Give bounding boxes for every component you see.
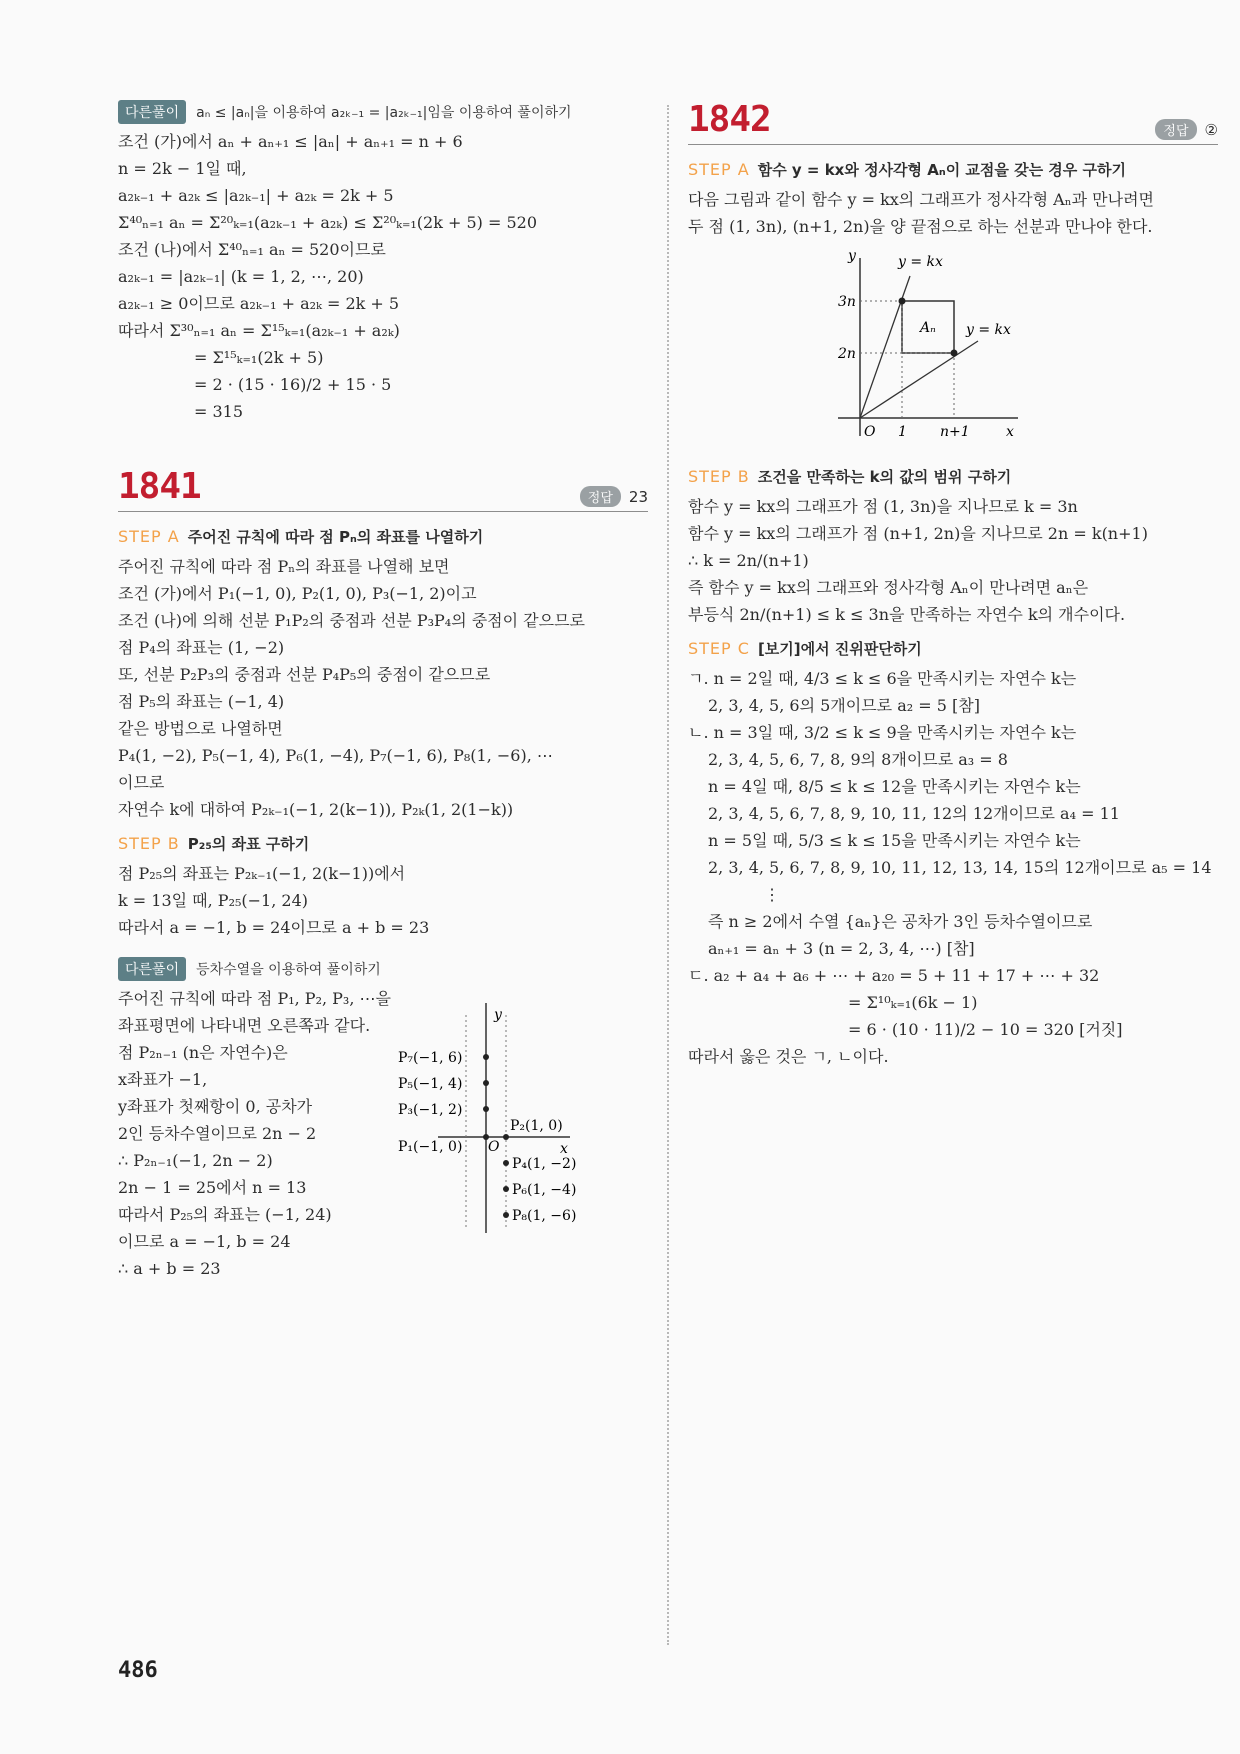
math-line: 점 P₄의 좌표는 (1, −2) bbox=[118, 638, 285, 657]
origin-label: O bbox=[488, 1139, 500, 1155]
label-p8: P₈(1, −6) bbox=[512, 1208, 577, 1224]
point-p7 bbox=[483, 1054, 489, 1060]
math-line: 이므로 a = −1, b = 24 bbox=[118, 1232, 291, 1251]
math-line: 이므로 bbox=[118, 773, 165, 792]
answer-badge: 정답 bbox=[580, 486, 621, 507]
square-line-graph bbox=[688, 246, 1218, 446]
math-line: 따라서 P₂₅의 좌표는 (−1, 24) bbox=[118, 1205, 332, 1224]
math-line: aₙ₊₁ = aₙ + 3 (n = 2, 3, 4, ⋯) [참] bbox=[708, 939, 975, 958]
problem-1842 bbox=[688, 100, 1218, 1070]
math-line: n = 2k − 1일 때, bbox=[118, 159, 247, 178]
math-line: ㄴ. n = 3일 때, 3/2 ≤ k ≤ 9을 만족시키는 자연수 k는 bbox=[688, 723, 1077, 742]
right-column bbox=[688, 100, 1218, 1070]
left-column bbox=[118, 100, 648, 1282]
math-line: 조건 (나)에서 Σ⁴⁰ₙ₌₁ aₙ = 520이므로 bbox=[118, 240, 386, 259]
math-line: 함수 y = kx의 그래프가 점 (n+1, 2n)을 지나므로 2n = k(n+1) bbox=[688, 524, 1148, 543]
math-line: ㄱ. n = 2일 때, 4/3 ≤ k ≤ 6을 만족시키는 자연수 k는 bbox=[688, 669, 1077, 688]
math-line: = 2 · (15 · 16)/2 + 15 · 5 bbox=[194, 375, 392, 394]
math-line: 2인 등차수열이므로 2n − 2 bbox=[118, 1124, 317, 1143]
math-line: a₂ₖ₋₁ = |a₂ₖ₋₁| (k = 1, 2, ⋯, 20) bbox=[118, 267, 364, 286]
x-tick-1: 1 bbox=[898, 424, 907, 440]
math-line: 즉 함수 y = kx의 그래프와 정사각형 Aₙ이 만나려면 aₙ은 bbox=[688, 578, 1089, 597]
math-line: 다음 그림과 같이 함수 y = kx의 그래프가 정사각형 Aₙ과 만나려면 bbox=[688, 190, 1154, 209]
math-line: 2, 3, 4, 5, 6, 7, 8, 9의 8개이므로 a₃ = 8 bbox=[708, 750, 1008, 769]
math-line: 조건 (가)에서 aₙ + aₙ₊₁ ≤ |aₙ| + aₙ₊₁ = n + 6 bbox=[118, 132, 463, 151]
step-b-title: P₂₅의 좌표 구하기 bbox=[187, 835, 310, 853]
math-line: Σ⁴⁰ₙ₌₁ aₙ = Σ²⁰ₖ₌₁(a₂ₖ₋₁ + a₂ₖ) ≤ Σ²⁰ₖ₌₁(2k + 5) = 520 bbox=[118, 213, 538, 232]
answer-block bbox=[580, 486, 648, 507]
problem-1841 bbox=[118, 467, 648, 941]
label-p6: P₆(1, −4) bbox=[512, 1182, 577, 1198]
x-axis-label: x bbox=[1006, 424, 1014, 440]
label-p5: P₅(−1, 4) bbox=[398, 1076, 463, 1092]
point-1-3n bbox=[899, 298, 906, 305]
label-p2: P₂(1, 0) bbox=[510, 1118, 563, 1134]
step-a-title: 주어진 규칙에 따라 점 Pₙ의 좌표를 나열하기 bbox=[187, 528, 484, 546]
math-line: = 315 bbox=[194, 402, 244, 421]
line-label-top: y = kx bbox=[898, 254, 943, 270]
origin-label: O bbox=[864, 424, 876, 440]
math-line: y좌표가 첫째항이 0, 공차가 bbox=[118, 1097, 313, 1116]
answer-block bbox=[1155, 119, 1218, 140]
math-line: = 6 · (10 · 11)/2 − 10 = 320 [거짓] bbox=[848, 1020, 1123, 1039]
math-line: = Σ¹⁵ₖ₌₁(2k + 5) bbox=[194, 348, 324, 367]
point-p4 bbox=[503, 1160, 509, 1166]
math-line: 2, 3, 4, 5, 6, 7, 8, 9, 10, 11, 12의 12개이므로 a₄ = 11 bbox=[708, 804, 1120, 823]
page-number: 486 bbox=[118, 1658, 158, 1683]
square-label: Aₙ bbox=[920, 320, 936, 336]
math-line: 즉 n ≥ 2에서 수열 {aₙ}은 공차가 3인 등차수열이므로 bbox=[708, 912, 1093, 931]
math-line: 2n − 1 = 25에서 n = 13 bbox=[118, 1178, 307, 1197]
answer-value: ② bbox=[1204, 120, 1218, 139]
math-line: 두 점 (1, 3n), (n+1, 2n)을 양 끝점으로 하는 선분과 만나야 한다. bbox=[688, 217, 1153, 236]
alt-solution-heading: 등차수열을 이용하여 풀이하기 bbox=[196, 962, 381, 978]
math-line: 또, 선분 P₂P₃의 중점과 선분 P₄P₅의 중점이 같으므로 bbox=[118, 665, 491, 684]
step-b-label: STEP B bbox=[688, 467, 750, 486]
label-p7: P₇(−1, 6) bbox=[398, 1050, 463, 1066]
problem-number: 1841 bbox=[118, 466, 201, 507]
line-label-right: y = kx bbox=[966, 322, 1011, 338]
math-line: n = 5일 때, 5/3 ≤ k ≤ 15을 만족시키는 자연수 k는 bbox=[708, 831, 1081, 850]
math-line: 같은 방법으로 나열하면 bbox=[118, 719, 283, 738]
y-axis-label: y bbox=[848, 248, 856, 264]
math-line: 점 P₂₅의 좌표는 P₂ₖ₋₁(−1, 2(k−1))에서 bbox=[118, 864, 406, 883]
step-b-title: 조건을 만족하는 k의 값의 범위 구하기 bbox=[757, 468, 1012, 486]
y-axis-label: y bbox=[494, 1007, 502, 1023]
math-line: 주어진 규칙에 따라 점 P₁, P₂, P₃, ⋯을 bbox=[118, 989, 391, 1008]
math-line: 따라서 a = −1, b = 24이므로 a + b = 23 bbox=[118, 918, 430, 937]
alt-solution-1 bbox=[118, 100, 648, 425]
alt-solution-heading: aₙ ≤ |aₙ|을 이용하여 a₂ₖ₋₁ = |a₂ₖ₋₁|임을 이용하여 풀이하기 bbox=[196, 105, 572, 121]
step-a-label: STEP A bbox=[688, 160, 750, 179]
math-line: 따라서 Σ³⁰ₙ₌₁ aₙ = Σ¹⁵ₖ₌₁(a₂ₖ₋₁ + a₂ₖ) bbox=[118, 321, 400, 340]
math-line: 좌표평면에 나타내면 오른쪽과 같다. bbox=[118, 1016, 371, 1035]
alt-solution-badge: 다른풀이 bbox=[118, 100, 186, 124]
point-p5 bbox=[483, 1080, 489, 1086]
math-line: ∴ k = 2n/(n+1) bbox=[688, 551, 809, 570]
math-line: ∴ a + b = 23 bbox=[118, 1259, 221, 1278]
point-sequence-graph bbox=[398, 985, 638, 1245]
point-p1 bbox=[483, 1134, 489, 1140]
step-a-title: 함수 y = kx와 정사각형 Aₙ이 교점을 갖는 경우 구하기 bbox=[757, 161, 1126, 179]
step-a-label: STEP A bbox=[118, 527, 180, 546]
alt-solution-badge: 다른풀이 bbox=[118, 957, 186, 981]
math-line: 자연수 k에 대하여 P₂ₖ₋₁(−1, 2(k−1)), P₂ₖ(1, 2(1−k)) bbox=[118, 800, 514, 819]
label-p3: P₃(−1, 2) bbox=[398, 1102, 463, 1118]
point-n1-2n bbox=[951, 350, 958, 357]
step-b-label: STEP B bbox=[118, 834, 180, 853]
math-line: n = 4일 때, 8/5 ≤ k ≤ 12을 만족시키는 자연수 k는 bbox=[708, 777, 1081, 796]
step-c-label: STEP C bbox=[688, 639, 750, 658]
math-line: a₂ₖ₋₁ + a₂ₖ ≤ |a₂ₖ₋₁| + a₂ₖ = 2k + 5 bbox=[118, 186, 394, 205]
math-line: 점 P₂ₙ₋₁ (n은 자연수)은 bbox=[118, 1043, 288, 1062]
math-line: x좌표가 −1, bbox=[118, 1070, 208, 1089]
label-p1: P₁(−1, 0) bbox=[398, 1139, 463, 1155]
math-line: a₂ₖ₋₁ ≥ 0이므로 a₂ₖ₋₁ + a₂ₖ = 2k + 5 bbox=[118, 294, 400, 313]
math-line: 2, 3, 4, 5, 6의 5개이므로 a₂ = 5 [참] bbox=[708, 696, 980, 715]
alt-solution-2 bbox=[118, 957, 648, 1282]
answer-value: 23 bbox=[628, 487, 648, 506]
math-line: 조건 (가)에서 P₁(−1, 0), P₂(1, 0), P₃(−1, 2)이고 bbox=[118, 584, 477, 603]
math-line: ㄷ. a₂ + a₄ + a₆ + ⋯ + a₂₀ = 5 + 11 + 17 + ⋯ + 32 bbox=[688, 966, 1100, 985]
point-p8 bbox=[503, 1212, 509, 1218]
math-line: = Σ¹⁰ₖ₌₁(6k − 1) bbox=[848, 993, 978, 1012]
math-line: 점 P₅의 좌표는 (−1, 4) bbox=[118, 692, 285, 711]
problem-number: 1842 bbox=[688, 99, 771, 140]
math-line: 주어진 규칙에 따라 점 Pₙ의 좌표를 나열해 보면 bbox=[118, 557, 450, 576]
math-line: P₄(1, −2), P₅(−1, 4), P₆(1, −4), P₇(−1, 6), P₈(1, −6), ⋯ bbox=[118, 746, 553, 765]
point-p3 bbox=[483, 1106, 489, 1112]
math-line: 2, 3, 4, 5, 6, 7, 8, 9, 10, 11, 12, 13, 14, 15의 12개이므로 a₅ = 14 bbox=[708, 858, 1212, 877]
answer-badge: 정답 bbox=[1155, 119, 1196, 140]
x-tick-n1: n+1 bbox=[940, 424, 970, 440]
label-p4: P₄(1, −2) bbox=[512, 1156, 577, 1172]
step-c-title: [보기]에서 진위판단하기 bbox=[757, 640, 922, 658]
math-line: ∴ P₂ₙ₋₁(−1, 2n − 2) bbox=[118, 1151, 273, 1170]
column-divider bbox=[667, 105, 669, 1645]
math-line: 함수 y = kx의 그래프가 점 (1, 3n)을 지나므로 k = 3n bbox=[688, 497, 1078, 516]
math-line: 조건 (나)에 의해 선분 P₁P₂의 중점과 선분 P₃P₄의 중점이 같으므로 bbox=[118, 611, 586, 630]
y-tick-2n: 2n bbox=[838, 346, 856, 362]
x-axis-label: x bbox=[560, 1141, 568, 1157]
y-tick-3n: 3n bbox=[838, 294, 856, 310]
math-line: ⋮ bbox=[764, 885, 780, 904]
math-line: 부등식 2n/(n+1) ≤ k ≤ 3n을 만족하는 자연수 k의 개수이다. bbox=[688, 605, 1126, 624]
math-line: 따라서 옳은 것은 ㄱ, ㄴ이다. bbox=[688, 1047, 889, 1066]
math-line: k = 13일 때, P₂₅(−1, 24) bbox=[118, 891, 308, 910]
point-p6 bbox=[503, 1186, 509, 1192]
point-p2 bbox=[503, 1134, 509, 1140]
